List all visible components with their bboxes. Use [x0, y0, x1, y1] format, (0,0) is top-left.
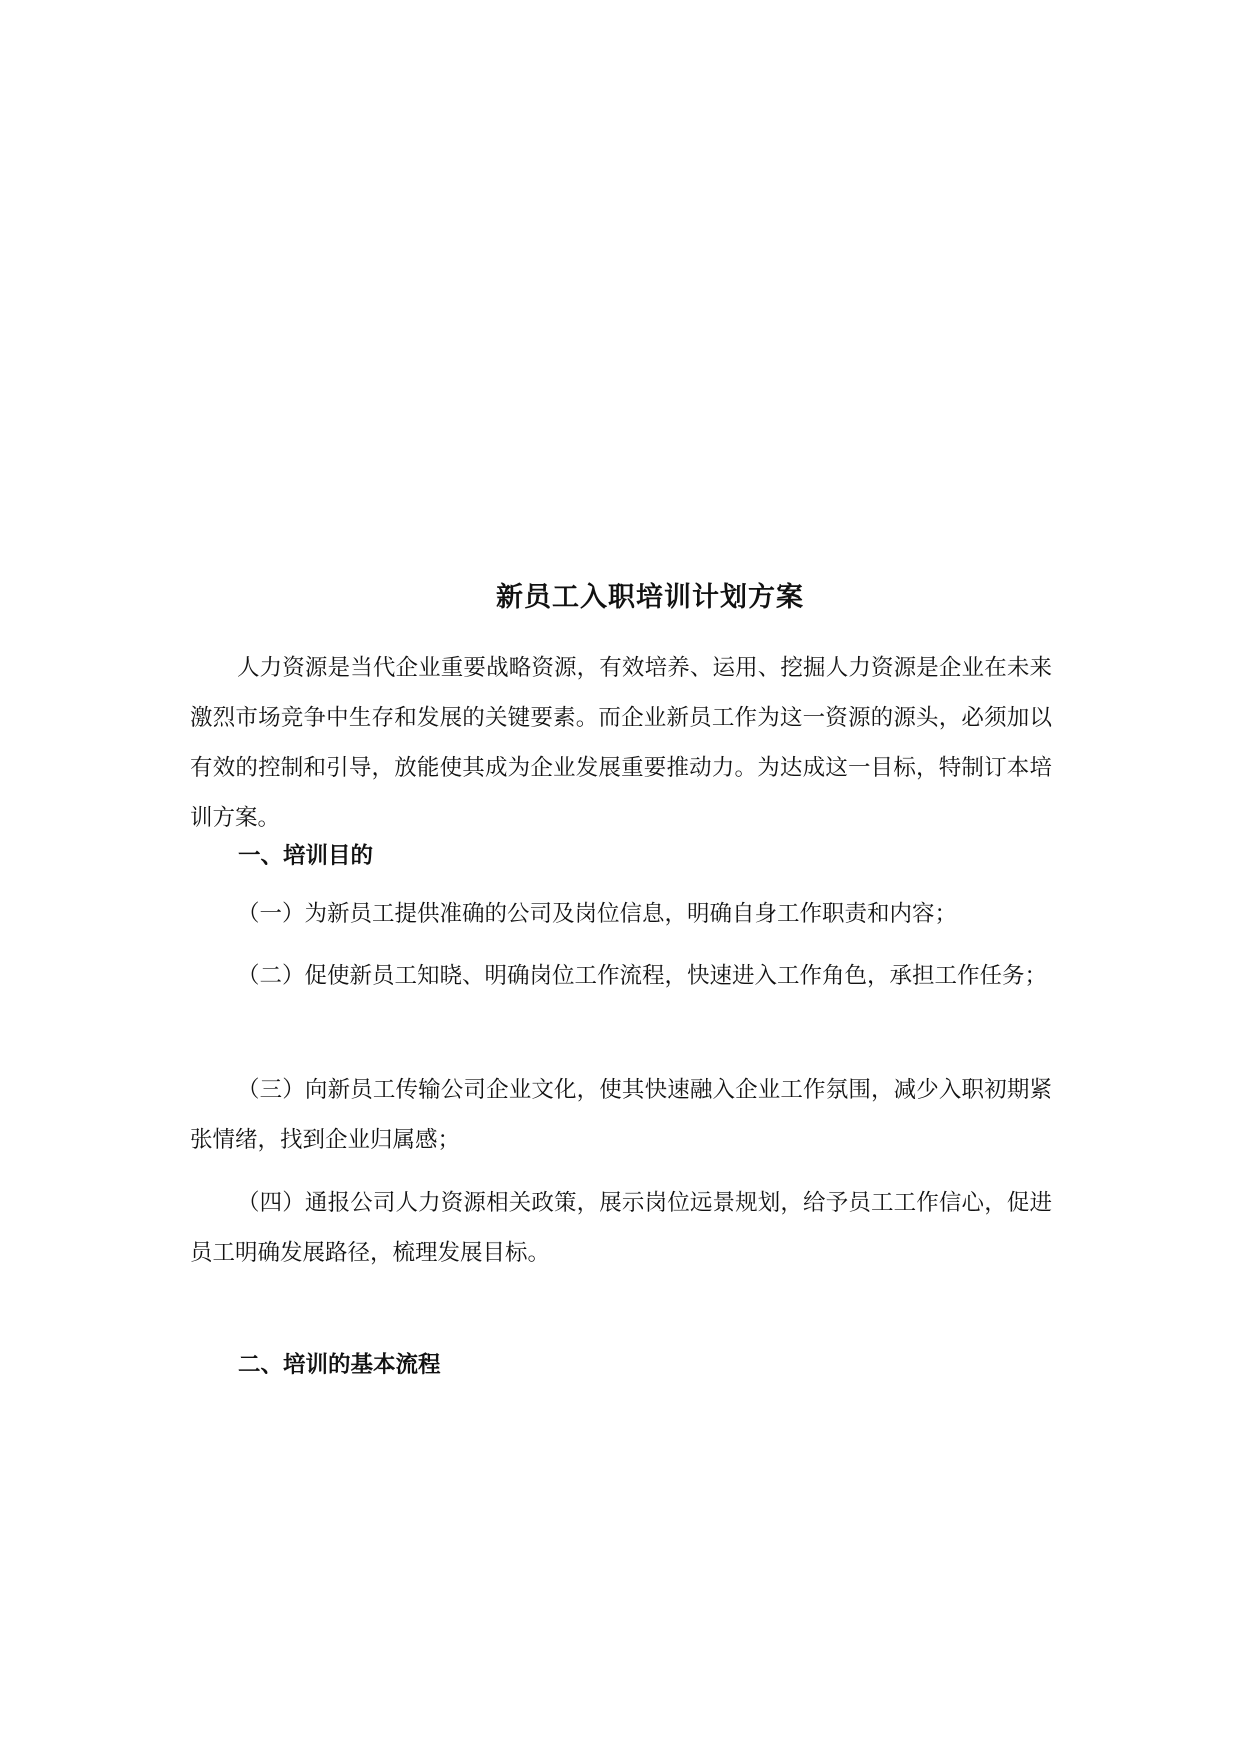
purpose-item-3: （三）向新员工传输公司企业文化，使其快速融入企业工作氛围，减少入职初期紧张情绪，找到企业归属感； [190, 1077, 1052, 1153]
section-heading-purpose: 一、培训目的 [238, 843, 374, 869]
purpose-item-4: （四）通报公司人力资源相关政策，展示岗位远景规划，给予员工工作信心，促进员工明确发展路径，梳理发展目标。 [190, 1190, 1052, 1266]
section-heading-process: 二、培训的基本流程 [238, 1352, 441, 1378]
purpose-item-2: （二）促使新员工知晓、明确岗位工作流程，快速进入工作角色，承担工作任务； [237, 963, 1048, 989]
intro-paragraph: 人力资源是当代企业重要战略资源，有效培养、运用、挖掘人力资源是企业在未来激烈市场竞争中生存和发展的关键要素。而企业新员工作为这一资源的源头，必须加以有效的控制和引导，放能使其成为企业发展重要推动力。为达成这一目标，特制订本培训方案。 [190, 655, 1052, 831]
purpose-item-1: （一）为新员工提供准确的公司及岗位信息，明确自身工作职责和内容； [237, 901, 958, 927]
document-title: 新员工入职培训计划方案 [496, 582, 804, 613]
